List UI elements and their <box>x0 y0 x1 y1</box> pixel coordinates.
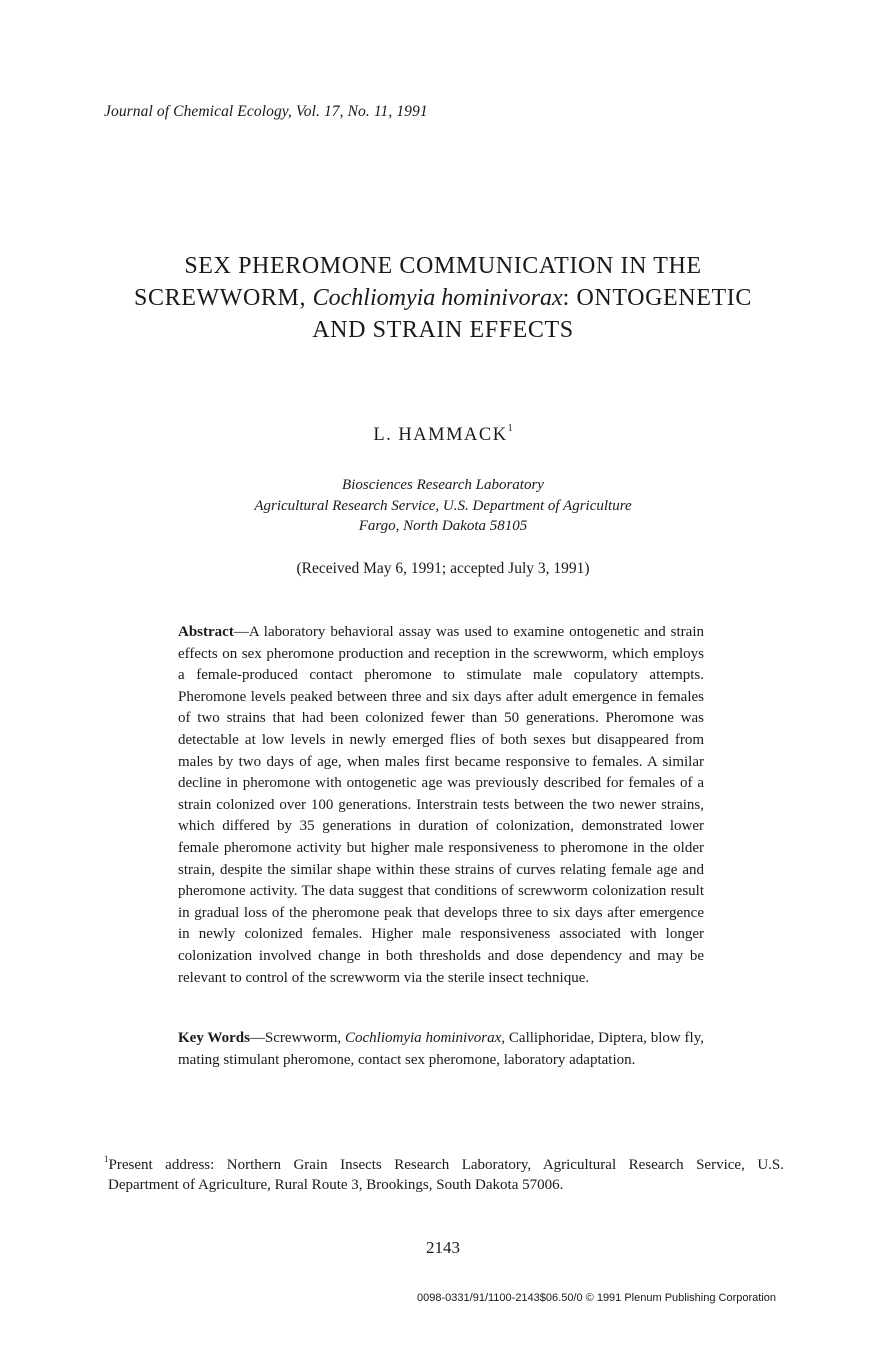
title-line-1: SEX PHEROMONE COMMUNICATION IN THE <box>184 253 702 279</box>
abstract <box>178 622 704 989</box>
key-words-label: Key Words <box>178 1030 250 1046</box>
author <box>0 425 886 446</box>
footnote-marker: 1 <box>104 1154 109 1164</box>
abstract-label: Abstract <box>178 624 234 640</box>
footnote-line-1-text: Present address: Northern Grain Insects Research Laboratory, Agricultural Research Service, U.S. <box>108 1157 784 1173</box>
affiliation-line-3: Fargo, North Dakota 58105 <box>358 518 528 534</box>
received-dates: (Received May 6, 1991; accepted July 3, 1991) <box>296 560 590 577</box>
page-number: 2143 <box>426 1238 460 1257</box>
title-species: Cochliomyia hominivorax <box>312 285 563 311</box>
paper-title <box>60 250 826 346</box>
footnote-line-1 <box>104 1150 784 1175</box>
affiliation-line-1: Biosciences Research Laboratory <box>342 477 544 493</box>
affiliation-line-2: Agricultural Research Service, U.S. Department of Agriculture <box>254 497 632 514</box>
title-line-2 <box>60 282 826 314</box>
key-words-species: Cochliomyia hominivorax <box>344 1030 502 1046</box>
footnote <box>104 1150 784 1195</box>
copyright-line: 0098-0331/91/1100-2143$06.50/0 © 1991 Plenum Publishing Corporation <box>417 1292 776 1304</box>
title-line-2-pre: SCREWWORM, <box>134 285 313 311</box>
author-name: L. HAMMACK <box>373 425 508 446</box>
footnote-line-2: Department of Agriculture, Rural Route 3, Brookings, South Dakota 57006. <box>108 1177 564 1193</box>
title-line-3: AND STRAIN EFFECTS <box>312 317 574 343</box>
author-footnote-marker: 1 <box>507 423 513 434</box>
key-words-post: , Calliphoridae, Diptera, blow fly, mating stimulant pheromone, contact sex pheromone, laboratory adaptation. <box>178 1030 704 1068</box>
journal-citation: Journal of Chemical Ecology, Vol. 17, No. 11, 1991 <box>104 103 428 120</box>
key-words-pre: —Screwworm, <box>249 1030 345 1046</box>
key-words <box>178 1028 704 1071</box>
title-line-2-post: : ONTOGENETIC <box>562 285 752 311</box>
affiliation <box>0 475 886 537</box>
abstract-text: —A laboratory behavioral assay was used to examine ontogenetic and strain effects on sex pheromone production and reception in the screwworm, which employs a female-produced contact pheromone to stimulate male copulatory attempts. Pheromone levels peaked between three and six days after adult emergence in females of two strains that had been colonized fewer than 50 generations. Pheromone was detectable at low levels in newly emerged flies of both sexes but disappeared from males by two days of age, when males first became responsive to females. A similar decline in pheromone with ontogenetic age was previously described for females of a strain colonized over 100 generations. Interstrain tests between the two newer strains, which differed by 35 generations in duration of colonization, demonstrated lower female pheromone activity but higher male responsiveness to pheromone in the older strain, despite the similar shape within these strains of curves relating female age and pheromone activity. The data suggest that conditions of screwworm colonization result in gradual loss of the pheromone peak that develops three to six days after emergence in newly colonized females. Higher male responsiveness associated with longer colonization involved change in both thresholds and dose dependency and may be relevant to control of the screwworm via the sterile insect technique. <box>178 624 704 986</box>
